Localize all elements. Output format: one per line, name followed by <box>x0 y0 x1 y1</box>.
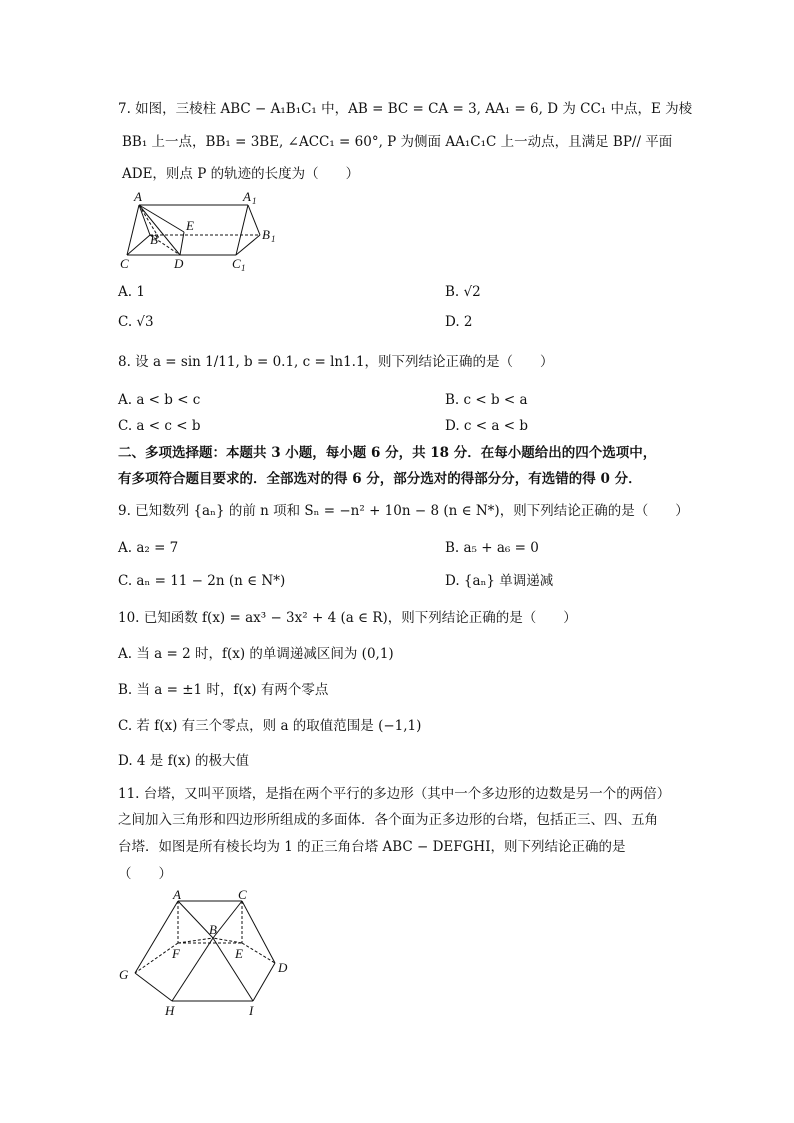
q9-option-b: B. a₅ + a₆ = 0 <box>445 540 539 556</box>
q8-option-a: A. a < b < c <box>118 392 201 408</box>
q10-option-b: B. 当 a = ±1 时，f(x) 有两个零点 <box>118 682 329 698</box>
q10-option-d: D. 4 是 f(x) 的极大值 <box>118 753 250 769</box>
q11-stem-line1: 11. 台塔，又叫平顶塔，是指在两个平行的多边形（其中一个多边形的边数是另一个的两倍） <box>118 786 671 802</box>
q11-label-H: H <box>165 1003 175 1018</box>
q9-option-c: C. aₙ = 11 − 2n (n ∈ N*) <box>118 573 286 589</box>
q11-label-F: F <box>172 946 180 961</box>
q8-stem: 8. 设 a = sin 1/11, b = 0.1, c = ln1.1，则下列结论正确的是（ ） <box>118 354 554 370</box>
q7-stem-line3: ADE，则点 P 的轨迹的长度为（ ） <box>122 166 360 182</box>
q10-option-a: A. 当 a = 2 时，f(x) 的单调递减区间为 (0,1) <box>118 646 394 662</box>
q7-prism-figure <box>112 190 292 274</box>
q11-stem-line2: 之间加入三角形和四边形所组成的多面体．各个面为正多边形的台塔，包括正三、四、五角 <box>118 812 658 828</box>
section2-heading-line2: 有多项符合题目要求的．全部选对的得 6 分，部分选对的得部分分，有选错的得 0 分． <box>118 471 642 487</box>
q11-label-G: G <box>119 967 129 982</box>
q7-label-A: A <box>134 190 142 204</box>
q11-stem-line3: 台塔．如图是所有棱长均为 1 的正三角台塔 ABC − DEFGHI，则下列结论正确的是 <box>118 839 626 855</box>
section2-heading-line1: 二、多项选择题：本题共 3 小题，每小题 6 分，共 18 分．在每小题给出的四个选项中， <box>118 445 657 461</box>
q7-label-C: C <box>120 256 129 271</box>
q7-option-c: C. √3 <box>118 314 154 330</box>
q7-label-A1-sub: 1 <box>252 196 257 206</box>
q10-stem: 10. 已知函数 f(x) = ax³ − 3x² + 4 (a ∈ R)，则下列结论正确的是（ ） <box>118 610 577 626</box>
q9-option-a: A. a₂ = 7 <box>118 540 179 556</box>
q11-label-E: E <box>235 946 243 961</box>
q8-option-c: C. a < c < b <box>118 418 201 434</box>
q7-option-d: D. 2 <box>445 314 473 330</box>
q10-option-c: C. 若 f(x) 有三个零点，则 a 的取值范围是 (−1,1) <box>118 718 422 734</box>
q7-label-B1: B <box>262 227 270 242</box>
q7-stem-line1: 7. 如图，三棱柱 ABC − A₁B₁C₁ 中，AB = BC = CA = 3, AA₁ = 6, D 为 CC₁ 中点，E 为棱 <box>118 101 693 117</box>
q7-label-B1-sub: 1 <box>271 234 276 244</box>
q8-option-d: D. c < a < b <box>445 418 528 434</box>
q7-option-b: B. √2 <box>445 284 481 300</box>
q11-stem-line4: （ ） <box>118 866 172 882</box>
q9-option-d: D. {aₙ} 单调递减 <box>445 573 554 589</box>
q11-label-I: I <box>249 1003 254 1018</box>
q11-label-C: C <box>238 888 247 902</box>
q11-label-D: D <box>278 960 288 975</box>
q11-label-A: A <box>173 888 181 902</box>
q7-label-B: B <box>150 232 158 247</box>
q11-cupola-figure <box>112 888 302 1023</box>
q8-option-b: B. c < b < a <box>445 392 528 408</box>
q7-label-D: D <box>174 256 184 271</box>
q7-stem-line2: BB₁ 上一点，BB₁ = 3BE, ∠ACC₁ = 60°, P 为侧面 AA₁C₁C 上一动点，且满足 BP// 平面 <box>122 134 673 150</box>
q7-option-a: A. 1 <box>118 284 145 300</box>
q11-label-B: B <box>209 922 217 937</box>
q7-label-A1: A <box>243 190 251 204</box>
q7-label-C1-sub: 1 <box>241 263 246 273</box>
q7-label-C1: C <box>232 256 241 271</box>
q9-stem: 9. 已知数列 {aₙ} 的前 n 项和 Sₙ = −n² + 10n − 8 (n ∈ N*)，则下列结论正确的是（ ） <box>118 503 689 519</box>
q7-label-E: E <box>186 218 194 233</box>
